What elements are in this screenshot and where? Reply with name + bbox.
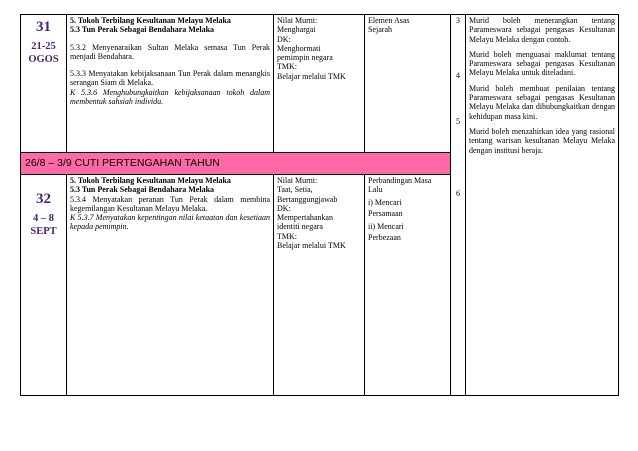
objective-text: Murid boleh menzahirkan idea yang rasional tentang warisan kesultanan Melayu Melaka dengan institusi beraja. xyxy=(469,126,615,155)
values-line: DK: xyxy=(277,34,291,44)
objective-number-cell xyxy=(451,15,466,396)
objective-number: 5 xyxy=(456,116,460,126)
element-line: Sejarah xyxy=(368,25,392,35)
holiday-banner: 26/8 – 3/9 CUTI PERTENGAHAN TAHUN xyxy=(21,153,451,175)
week-number: 31 xyxy=(36,19,51,35)
content-standard-cell xyxy=(67,175,274,396)
objective-text: Murid boleh membuat penilaian tentang Parameswara sebagai pengasas Kesultanan Melayu Melaka dan dihubungkaitkan dengan kehidupan masa kini. xyxy=(469,83,615,121)
week-month: OGOS xyxy=(28,54,59,65)
content-standard-cell xyxy=(67,15,274,153)
learning-standard: 5.3.3 Menyatakan kebijaksanaan Tun Perak dalam menangkis serangan Siam di Melaka. xyxy=(70,69,270,88)
values-line: Nilai Murni: xyxy=(277,16,318,25)
values-line: Nilai Murni: xyxy=(277,176,318,185)
values-line: Taat, Setia, xyxy=(277,185,313,195)
table-row-week-31 xyxy=(21,15,619,153)
element-cell xyxy=(365,175,451,396)
values-line: Bertanggungjawab xyxy=(277,194,338,204)
learning-standard: K 5.3.6 Menghubungkaitkan kebijaksanaan tokoh dalam membentuk sahsiah individu. xyxy=(70,87,270,107)
values-cell xyxy=(274,175,365,396)
learning-standard: 5.3.2 Menyenaraikan Sultan Melaka semasa Tun Perak menjadi Bendahara. xyxy=(70,42,270,61)
topic-title: 5. Tokoh Terbilang Kesultanan Melayu Melaka xyxy=(70,176,231,185)
subtopic-title: 5.3 Tun Perak Sebagai Bendahara Melaka xyxy=(70,185,215,195)
objective-text: Murid boleh menguasai maklumat tentang Parameswara sebagai pengasas Kesultanan Melayu Melaka untuk diteladani. xyxy=(469,49,615,78)
values-cell xyxy=(274,15,365,153)
topic-title: 5. Tokoh Terbilang Kesultanan Melayu Melaka xyxy=(70,16,231,25)
element-line: ii) Mencari xyxy=(368,222,404,232)
element-cell xyxy=(365,15,451,153)
week-cell xyxy=(21,175,67,396)
objectives-cell xyxy=(466,15,619,396)
values-line: TMK: xyxy=(277,231,297,241)
values-line: Menghormati xyxy=(277,43,321,53)
objective-text: Murid boleh menerangkan tentang Parameswara sebagai pengasas Kesultanan Melayu Melaka dengan contoh. xyxy=(469,16,615,44)
values-line: Belajar melalui TMK xyxy=(277,71,346,81)
values-line: Belajar melalui TMK xyxy=(277,241,346,251)
element-line: Perbandingan Masa xyxy=(368,176,432,185)
values-line: identiti negara xyxy=(277,222,323,232)
week-month: SEPT xyxy=(30,226,57,237)
element-line: Elemen Asas xyxy=(368,16,410,25)
week-number: 32 xyxy=(36,191,51,207)
values-line: DK: xyxy=(277,203,291,213)
element-line: Perbezaan xyxy=(368,233,401,243)
element-line: Persamaan xyxy=(368,208,403,218)
learning-standard: 5.3.4 Menyatakan peranan Tun Perak dalam membina kegemilangan Kesultanan Melayu Melaka. xyxy=(70,194,270,213)
values-line: Menghargai xyxy=(277,25,316,35)
week-dates: 4 – 8 xyxy=(33,213,54,224)
subtopic-title: 5.3 Tun Perak Sebagai Bendahara Melaka xyxy=(70,25,215,35)
objective-number: 3 xyxy=(456,16,460,25)
lesson-plan-table xyxy=(20,14,619,396)
week-cell xyxy=(21,15,67,153)
values-line: pemimpin negara xyxy=(277,53,333,63)
element-line: Lalu xyxy=(368,185,383,195)
objective-number: 6 xyxy=(456,188,460,198)
element-line: i) Mencari xyxy=(368,197,402,207)
values-line: TMK: xyxy=(277,62,297,72)
learning-standard: K 5.3.7 Menyatakan kepentingan nilai ketaatan dan kesetiaan kepada pemimpin. xyxy=(70,213,270,232)
week-dates: 21-25 xyxy=(31,41,56,52)
objective-number: 4 xyxy=(456,71,460,81)
values-line: Mempertahankan xyxy=(277,213,333,223)
lesson-plan-page xyxy=(20,14,618,395)
